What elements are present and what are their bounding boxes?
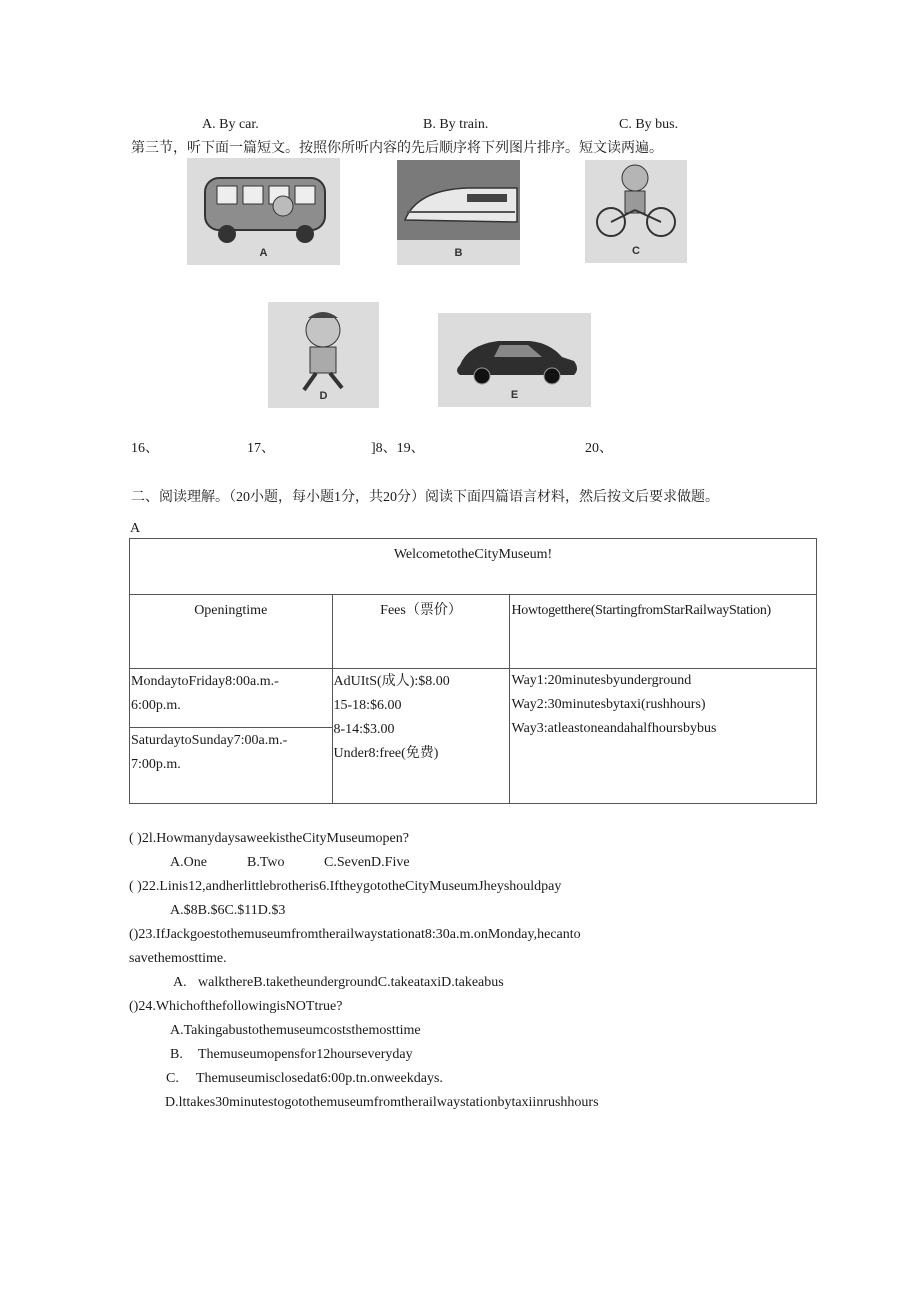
- answer-slot-18-19: ]8、19、: [371, 441, 425, 456]
- way-2: Way2:30minutesbytaxi(rushhours): [511, 697, 706, 712]
- answer-slot-16: 16、: [131, 441, 159, 456]
- question-24-option-a: A.Takingabustothemuseumcoststhemosttime: [170, 1023, 421, 1038]
- fee-8-14: 8-14:$3.00: [333, 722, 395, 737]
- picture-c-letter: C: [632, 245, 640, 257]
- header-fees-cell: [332, 595, 510, 669]
- weekday-hours: [130, 669, 332, 728]
- option-a-by-car: A. By car.: [202, 117, 259, 132]
- fees-cell: [332, 669, 510, 804]
- weekend-hours-line2: 7:00p.m.: [131, 757, 181, 772]
- question-24-stem: ()24.WhichofthefollowingisNOTtrue?: [129, 999, 343, 1014]
- museum-welcome-title: WelcometotheCityMuseum!: [393, 547, 553, 562]
- option-b-by-train: B. By train.: [423, 117, 489, 132]
- fee-under-8: Under8:free(免费): [333, 746, 439, 761]
- picture-b-letter: B: [454, 247, 463, 259]
- weekend-hours: [130, 728, 332, 777]
- question-24-option-c-label: C.: [166, 1071, 179, 1086]
- question-23-stem-line2: savethemosttime.: [129, 951, 227, 966]
- weekday-hours-line1: MondaytoFriday8:00a.m.-: [131, 674, 279, 689]
- header-how-to-get-there: Howtogetthere(StartingfromStarRailwayStation): [511, 603, 771, 618]
- passage-label: A: [130, 521, 141, 536]
- table-title-cell: [130, 539, 817, 595]
- picture-a: [187, 158, 340, 265]
- way-1: Way1:20minutesbyunderground: [511, 673, 692, 688]
- picture-b: [397, 160, 520, 265]
- section3-instruction: 第三节，听下面一篇短文。按照你所听内容的先后顺序将下列图片排序。短文读两遍。: [131, 141, 663, 156]
- question-21-option-b: B.Two: [247, 855, 285, 870]
- question-21-option-a: A.One: [170, 855, 207, 870]
- ways-cell: [510, 669, 817, 804]
- question-24-option-d: D.lttakes30minutestogotothemuseumfromtherailwaystationbytaxiinrushhours: [165, 1095, 599, 1110]
- way-3: Way3:atleastoneandahalfhoursbybus: [511, 721, 717, 736]
- fee-adults: AdUItS(成人):$8.00: [333, 674, 450, 689]
- question-23-options: walkthereB.taketheundergroundC.takeataxiD.takeabus: [198, 975, 504, 990]
- option-c-by-bus: C. By bus.: [619, 117, 679, 132]
- part2-heading: 二、阅读理解。（20小题，每小题1分，共20分）阅读下面四篇语言材料，然后按文后要求做题。: [131, 490, 719, 505]
- answer-slot-17: 17、: [247, 441, 275, 456]
- header-howto-cell: [510, 595, 817, 669]
- question-24-option-c: Themuseumisclosedat6:00p.tn.onweekdays.: [196, 1071, 443, 1086]
- question-22-options: A.$8B.$6C.$11D.$3: [170, 903, 286, 918]
- picture-e: [438, 313, 591, 407]
- header-fees: Fees（票价）: [380, 603, 462, 618]
- header-opening-time: Openingtime: [194, 603, 268, 618]
- weekend-hours-line1: SaturdaytoSunday7:00a.m.-: [131, 733, 288, 748]
- museum-info-table: [129, 538, 817, 804]
- question-24-option-b-label: B.: [170, 1047, 183, 1062]
- answer-slot-20: 20、: [585, 441, 613, 456]
- question-21-option-cd: C.SevenD.Five: [324, 855, 410, 870]
- picture-d: [268, 302, 379, 408]
- picture-e-letter: E: [510, 389, 519, 401]
- header-opening-cell: [130, 595, 333, 669]
- fee-15-18: 15-18:$6.00: [333, 698, 402, 713]
- question-21-stem: ( )2l.HowmanydaysaweekistheCityMuseumopen?: [129, 831, 409, 846]
- question-23-stem-line1: ()23.IfJackgoestothemuseumfromtherailwaystationat8:30a.m.onMonday,hecanto: [129, 927, 581, 942]
- picture-d-letter: D: [319, 390, 328, 402]
- question-22-stem: ( )22.Linis12,andherlittlebrotheris6.IftheygototheCityMuseumJheyshouldpay: [129, 879, 562, 894]
- opening-times-cell: [130, 669, 333, 804]
- picture-c: [585, 160, 687, 263]
- weekday-hours-line2: 6:00p.m.: [131, 698, 181, 713]
- question-23-label-a: A.: [173, 975, 187, 990]
- picture-a-letter: A: [259, 247, 268, 259]
- question-24-option-b: Themuseumopensfor12hourseveryday: [198, 1047, 413, 1062]
